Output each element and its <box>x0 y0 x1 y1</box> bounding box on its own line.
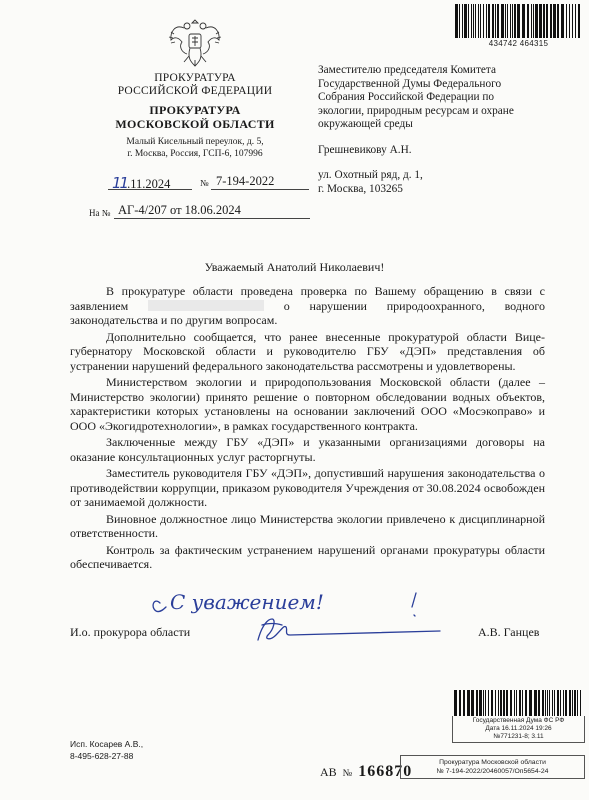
paragraph-1: В прокуратуре области проведена проверка по Вашему обращению в связи с заявлением о нарушении природоохранного, водного законодательства и по другим вопросам. <box>70 284 545 327</box>
barcode-top-number: 434742 464315 <box>488 39 549 48</box>
barcode-bar <box>510 690 512 716</box>
barcode-bar <box>517 4 520 38</box>
barcode-duma-icon <box>452 690 585 716</box>
barcode-bar <box>485 690 486 716</box>
barcode-bar <box>495 690 496 716</box>
recipient-line: окружающей среды <box>318 118 413 130</box>
executor-phone: 8-495-628-27-88 <box>70 751 134 761</box>
barcode-bar <box>522 690 523 716</box>
barcode-bar <box>574 690 576 716</box>
barcode-bar <box>506 690 508 716</box>
barcode-bar <box>566 4 567 38</box>
date-day-handwritten: 11 <box>112 174 128 192</box>
barcode-bar <box>522 4 525 38</box>
reference-text: АГ-4/207 от 18.06.2024 <box>118 203 241 217</box>
recipient-address-line1: ул. Охотный ряд, д. 1, <box>318 169 423 181</box>
barcode-bar <box>467 690 470 716</box>
recipient-line: Государственной Думы Федерального <box>318 77 502 90</box>
barcode-bar <box>538 690 540 716</box>
barcode-bar <box>550 4 552 38</box>
sender-org-line1: ПРОКУРАТУРА <box>154 72 236 84</box>
barcode-bar <box>563 690 564 716</box>
barcode-bar <box>480 4 481 38</box>
barcode-bar <box>531 4 532 38</box>
barcode-bar <box>505 4 506 38</box>
barcode-bar <box>455 4 458 38</box>
date-underline <box>108 189 192 190</box>
sender-block <box>70 72 320 160</box>
barcode-bar <box>569 4 570 38</box>
barcode-bar <box>561 4 564 38</box>
barcode-bar <box>519 690 521 716</box>
barcode-bar <box>514 690 515 716</box>
paragraph-5: Заместитель руководителя ГБУ «ДЭП», допустивший нарушения законодательства о противодействии коррупции, приказом руководителя Учреждения от 30.08.2024 освобожден от занимаемой должности. <box>70 466 545 509</box>
outgoing-number-label: № <box>200 178 209 188</box>
duma-stamp-line1: Государственная Дума ФС РФ <box>472 717 565 724</box>
barcode-bar <box>549 690 550 716</box>
form-serial-number <box>320 763 412 781</box>
paragraph-2: Дополнительно сообщается, что ранее внесенные прокуратурой области Вице-губернатору Московской области и руководителю ГБУ «ДЭП» представления об устранении нарушений федерального законодательства рассмотрены и удовлетворены. <box>70 329 545 373</box>
barcode-bar <box>459 4 460 38</box>
recipient-line: экологии, природным ресурсам и охране <box>318 104 514 117</box>
paragraph-6: Виновное должностное лицо Министерства экологии привлечено к дисциплинарной ответственности. <box>70 511 545 540</box>
sender-org-line3: ПРОКУРАТУРА <box>149 103 241 117</box>
barcode-bar <box>572 4 573 38</box>
barcode-bar <box>459 690 461 716</box>
barcode-bar <box>577 690 578 716</box>
paragraph-3: Министерством экологии и природопользования Московской области (далее – Министерство экологии) принято решение о повторном обследовании водных объектов, характеристики которых установлены на основании заключений ООО «Мосэкоправо» и ООО «Экогидротехнологии», в рамках государственного контракта. <box>70 375 545 433</box>
barcode-bar <box>492 4 494 38</box>
barcode-bar <box>497 4 499 38</box>
barcode-bar <box>514 4 516 38</box>
barcode-bar <box>498 690 499 716</box>
sender-address-line2: г. Москва, Россия, ГСП-6, 107996 <box>127 149 263 159</box>
barcode-bar <box>473 4 474 38</box>
barcode-bar <box>535 4 538 38</box>
barcode-bar <box>512 4 513 38</box>
barcode-bar <box>539 4 542 38</box>
recipient-line: Заместителю председателя Комитета <box>318 64 497 76</box>
barcode-bar <box>476 690 478 716</box>
barcode-bar <box>488 690 489 716</box>
barcode-bar <box>580 690 581 716</box>
barcode-bar <box>553 4 556 38</box>
barcode-bar <box>479 690 482 716</box>
barcode-bar <box>575 4 576 38</box>
barcode-bar <box>565 690 567 716</box>
reference-label: На № <box>89 208 111 218</box>
registration-barcode-top <box>453 4 584 50</box>
signatory-name: А.В. Ганцев <box>478 625 540 639</box>
barcode-bar <box>507 4 508 38</box>
barcode-bar <box>569 690 571 716</box>
sender-address-line1: Малый Кисельный переулок, д. 5, <box>126 137 264 147</box>
signatory-position: И.о. прокурора области <box>70 625 191 639</box>
barcode-bar <box>491 690 493 716</box>
sender-org-line2: РОССИЙСКОЙ ФЕДЕРАЦИИ <box>117 85 273 97</box>
barcode-bar <box>545 690 546 716</box>
barcode-bar <box>527 4 529 38</box>
duma-stamp-line2: Дата 16.11.2024 19:26 <box>485 725 552 732</box>
barcode-bar <box>525 690 527 716</box>
barcode-bar <box>543 4 545 38</box>
barcode-bar <box>533 4 534 38</box>
prokuratura-registration-stamp <box>400 755 585 779</box>
recipient-block <box>318 64 583 196</box>
barcode-bar <box>529 690 532 716</box>
barcode-bar <box>475 4 476 38</box>
salutation: Уважаемый Анатолий Николаевич! <box>204 260 385 274</box>
barcode-bar <box>483 4 484 38</box>
barcode-bar <box>462 4 463 38</box>
barcode-bar <box>503 690 505 716</box>
recipient-address-line2: г. Москва, 103265 <box>318 182 403 195</box>
barcode-bar <box>471 4 472 38</box>
barcode-bar <box>486 4 487 38</box>
barcode-bar <box>488 4 490 38</box>
barcode-bar <box>560 690 561 716</box>
paragraph-7: Контроль за фактическим устранением нарушений органами прокуратуры области обеспечивается. <box>70 542 545 571</box>
executor-block <box>70 738 143 762</box>
sender-org-line4: МОСКОВСКОЙ ОБЛАСТИ <box>115 117 275 131</box>
barcode-top-icon <box>453 4 584 38</box>
prok-stamp-line1: Прокуратура Московской области <box>439 759 546 766</box>
barcode-bar <box>557 4 559 38</box>
barcode-bar <box>554 690 555 716</box>
serial-no-label: № <box>342 768 353 779</box>
barcode-bar <box>552 690 553 716</box>
barcode-bar <box>483 690 484 716</box>
serial-series: АВ <box>320 765 337 779</box>
recipient-name: Грешневикову А.Н. <box>318 143 412 156</box>
barcode-bar <box>578 4 580 38</box>
barcode-bar <box>547 690 548 716</box>
barcode-bar <box>500 690 502 716</box>
barcode-bar <box>478 4 479 38</box>
barcode-bar <box>534 690 537 716</box>
barcode-bar <box>468 4 469 38</box>
outgoing-number: 7-194-2022 <box>216 174 275 188</box>
handwritten-signature <box>150 585 450 655</box>
barcode-bar <box>510 4 511 38</box>
barcode-bar <box>501 4 504 38</box>
barcode-bar <box>572 690 573 716</box>
barcode-bar <box>471 690 474 716</box>
number-underline <box>211 189 309 190</box>
serial-number: 166870 <box>358 763 413 780</box>
reference-underline <box>114 218 310 219</box>
executor-name: Исп. Косарев А.В., <box>70 739 144 749</box>
barcode-bar <box>542 690 544 716</box>
barcode-bar <box>463 690 465 716</box>
letter-body <box>70 284 545 572</box>
prok-stamp-line2: № 7-194-2022/20460057/Оп5654-24 <box>436 768 549 775</box>
paragraph-4: Заключенные между ГБУ «ДЭП» и указанными организациями договоры на оказание консультационных услуг расторгнуты. <box>70 435 545 464</box>
double-headed-eagle-emblem-icon <box>165 14 225 70</box>
handwritten-note: С уважением! <box>170 590 324 614</box>
duma-stamp-line3: №771231-8; 3.11 <box>493 733 544 740</box>
barcode-bar <box>557 690 559 716</box>
duma-registration-stamp <box>452 690 585 743</box>
barcode-bar <box>516 690 517 716</box>
redacted-name <box>148 300 264 311</box>
date-rest: .11.2024 <box>127 177 171 191</box>
barcode-bar <box>495 4 496 38</box>
barcode-bar <box>454 690 457 716</box>
barcode-bar <box>546 4 548 38</box>
recipient-line: Собрания Российской Федерации по <box>318 91 495 103</box>
barcode-bar <box>464 4 467 38</box>
